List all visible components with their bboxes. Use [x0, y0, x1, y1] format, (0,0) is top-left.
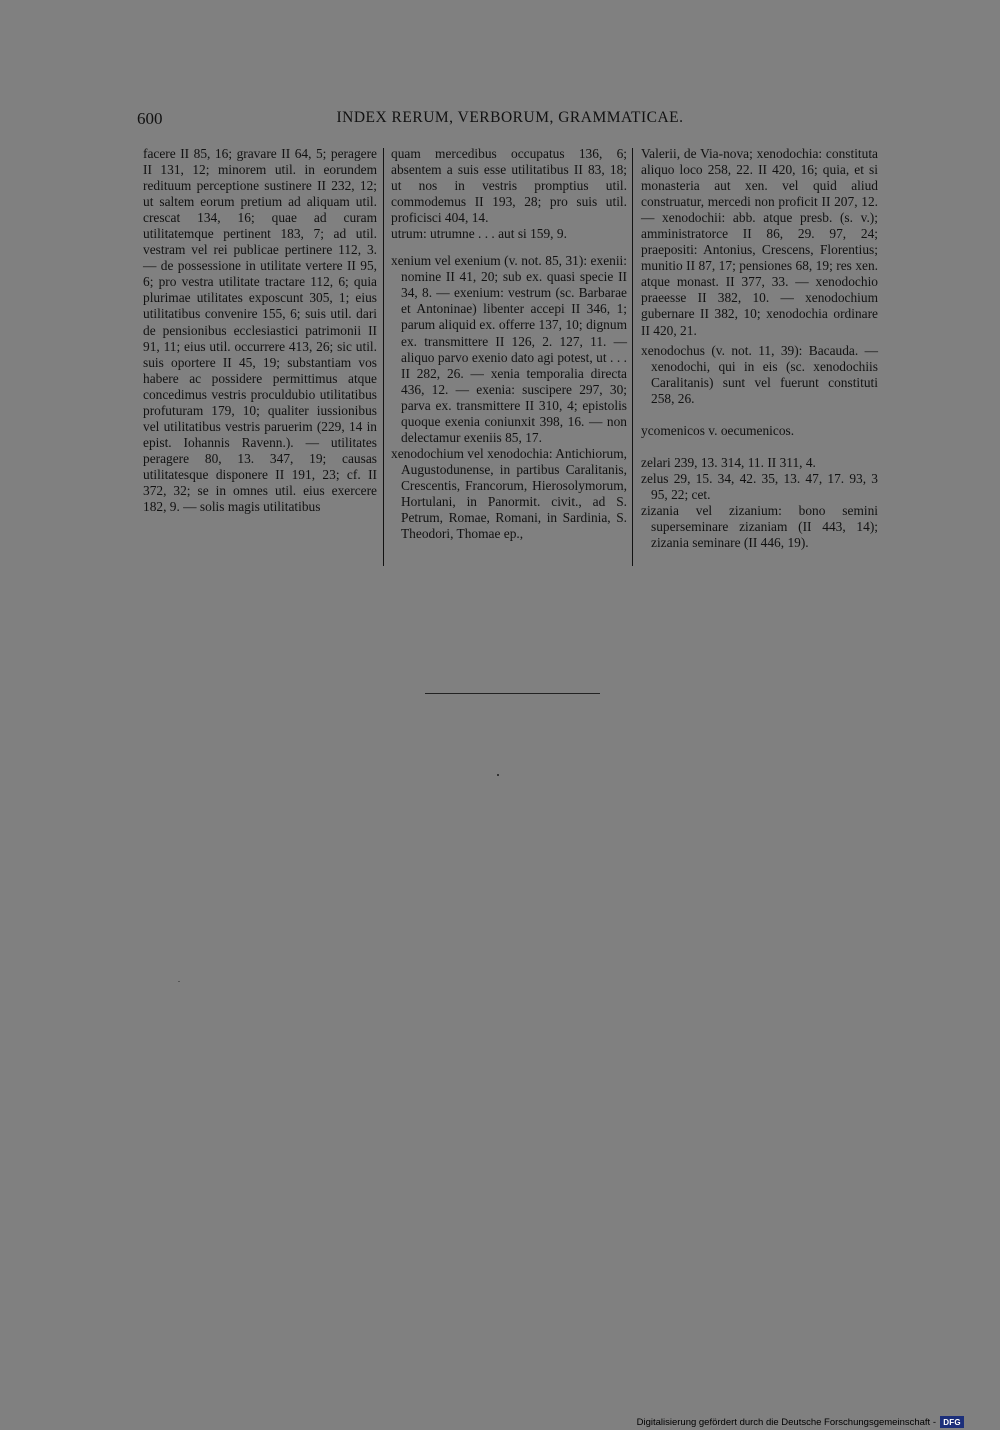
index-entry-zelus: zelus 29, 15. 34, 42. 35, 13. 47, 17. 93, 3 95, 22; cet.	[641, 470, 878, 502]
entry-text: facere II 85, 16; gravare II 64, 5; peragere II 131, 12; minorem util. in eorundem redituum perceptione sustinere II 232, 12; ut saltem eorum pretium ad aliquam util. crescat 134, 16; quae ad curam utilitatemque pertinent 183, 7; ad util. vestram vel rei publicae pertinere 112, 3. — de possessione in utilitate vertere II 95, 6; pro vestra utilitate tractare 112, 6; quia plurimae utilitates exposcunt 305, 1; eius utilitatibus convenire 155, 6; suis util. dari de pensionibus ecclesiastici patrimonii II 91, 11; eius util. occurrere 413, 26; sic util. suis oportere II 45, 19; substantiam vos habere ac possidere permittimus atque concedimus vestris proculdubio utilitatibus profuturam 179, 10; qualiter iussionibus vel utilitatibus vestris paruerim (229, 14 in epist. Iohannis Ravenn.). — utilitates peragere 80, 13. 347, 19; causas utilitatesque disponere II 191, 23; cf. II 372, 32; se in omnes util. eius exercere 182, 9. — solis magis utilitatibus	[143, 146, 377, 515]
funding-footer	[637, 1415, 964, 1429]
index-column-1	[143, 146, 377, 515]
scan-speck	[178, 981, 180, 982]
funding-note: Digitalisierung gefördert durch die Deutsche Forschungsgemeinschaft -	[636, 1416, 936, 1428]
index-column-2	[391, 146, 627, 542]
scan-speck	[497, 774, 499, 776]
index-entry-utrum: utrum: utrumne . . . aut si 159, 9.	[391, 226, 567, 242]
entry-text: Valerii, de Via-nova; xenodochia: constituta aliquo loco 258, 22. II 420, 16; quia, et si monasteria aut xen. vel quid aliud construatur, mercedi non proficit II 207, 12. — xenodochii: abb. atque presb. (s. v.); amministratorce II 86, 29. 97, 24; praepositi: Antonius, Crescens, Florentius; munitio II 87, 17; pensiones 68, 19; res xen. atque monast. II 377, 33. — xenodochio praeesse II 382, 10. — xenodochium gubernare II 382, 10; xenodochia ordinare II 420, 21.	[641, 146, 878, 338]
index-entry-xenodochium: xenodochium vel xenodochia: Antichiorum, Augustodunense, in partibus Caralitanis, Crescentis, Francorum, Hierosolymorum, Hortulani, in Panormit. civit., ad S. Petrum, Romae, Romani, in Sardinia, S. Theodori, Thomae ep.,	[391, 445, 627, 542]
column-rule	[383, 148, 384, 566]
end-rule	[425, 693, 600, 695]
index-entry-zizania: zizania vel zizanium: bono semini superseminare zizaniam (II 443, 14); zizania seminare (II 446, 19).	[641, 502, 878, 551]
column-rule	[632, 148, 633, 566]
dfg-logo-icon: DFG	[940, 1416, 964, 1428]
page-number: 600	[137, 109, 163, 128]
entry-text: quam mercedibus occupatus 136, 6; absentem a suis esse utilitatibus II 83, 18; ut nos in vestris promptius util. commodemus II 193, 28; pro suis util. proficisci 404, 14.	[391, 146, 627, 226]
index-entry-zelari: zelari 239, 13. 314, 11. II 311, 4.	[641, 454, 816, 470]
index-entry-ycomenicos: ycomenicos v. oecumenicos.	[641, 422, 795, 438]
index-entry-xenium: xenium vel exenium (v. not. 85, 31): exenii: nomine II 41, 20; sub ex. quasi specie II 34, 8. — exenium: vestrum (sc. Barbarae et Antoninae) libenter accepi II 346, 1; parum aliquid ex. offerre 137, 10; dignum ex. transmittere II 126, 2. 127, 11. — aliquo parvo exenio dato agi potest, ut . . . II 282, 26. — xenia temporalia directa 436, 12. — exenia: suscipere 297, 30; parva ex. transmittere II 310, 4; epistolis quoque exenia coniunxit 398, 16. — non delectamur exeniis 85, 17.	[391, 253, 627, 445]
index-entry-xenodochus: xenodochus (v. not. 11, 39): Bacauda. — xenodochi, qui in eis (sc. xenodochiis Caralitanis) sunt vel fuerunt constituti 258, 26.	[641, 342, 878, 406]
running-head: INDEX RERUM, VERBORUM, GRAMMATICAE.	[336, 109, 684, 126]
index-column-3	[641, 146, 878, 551]
